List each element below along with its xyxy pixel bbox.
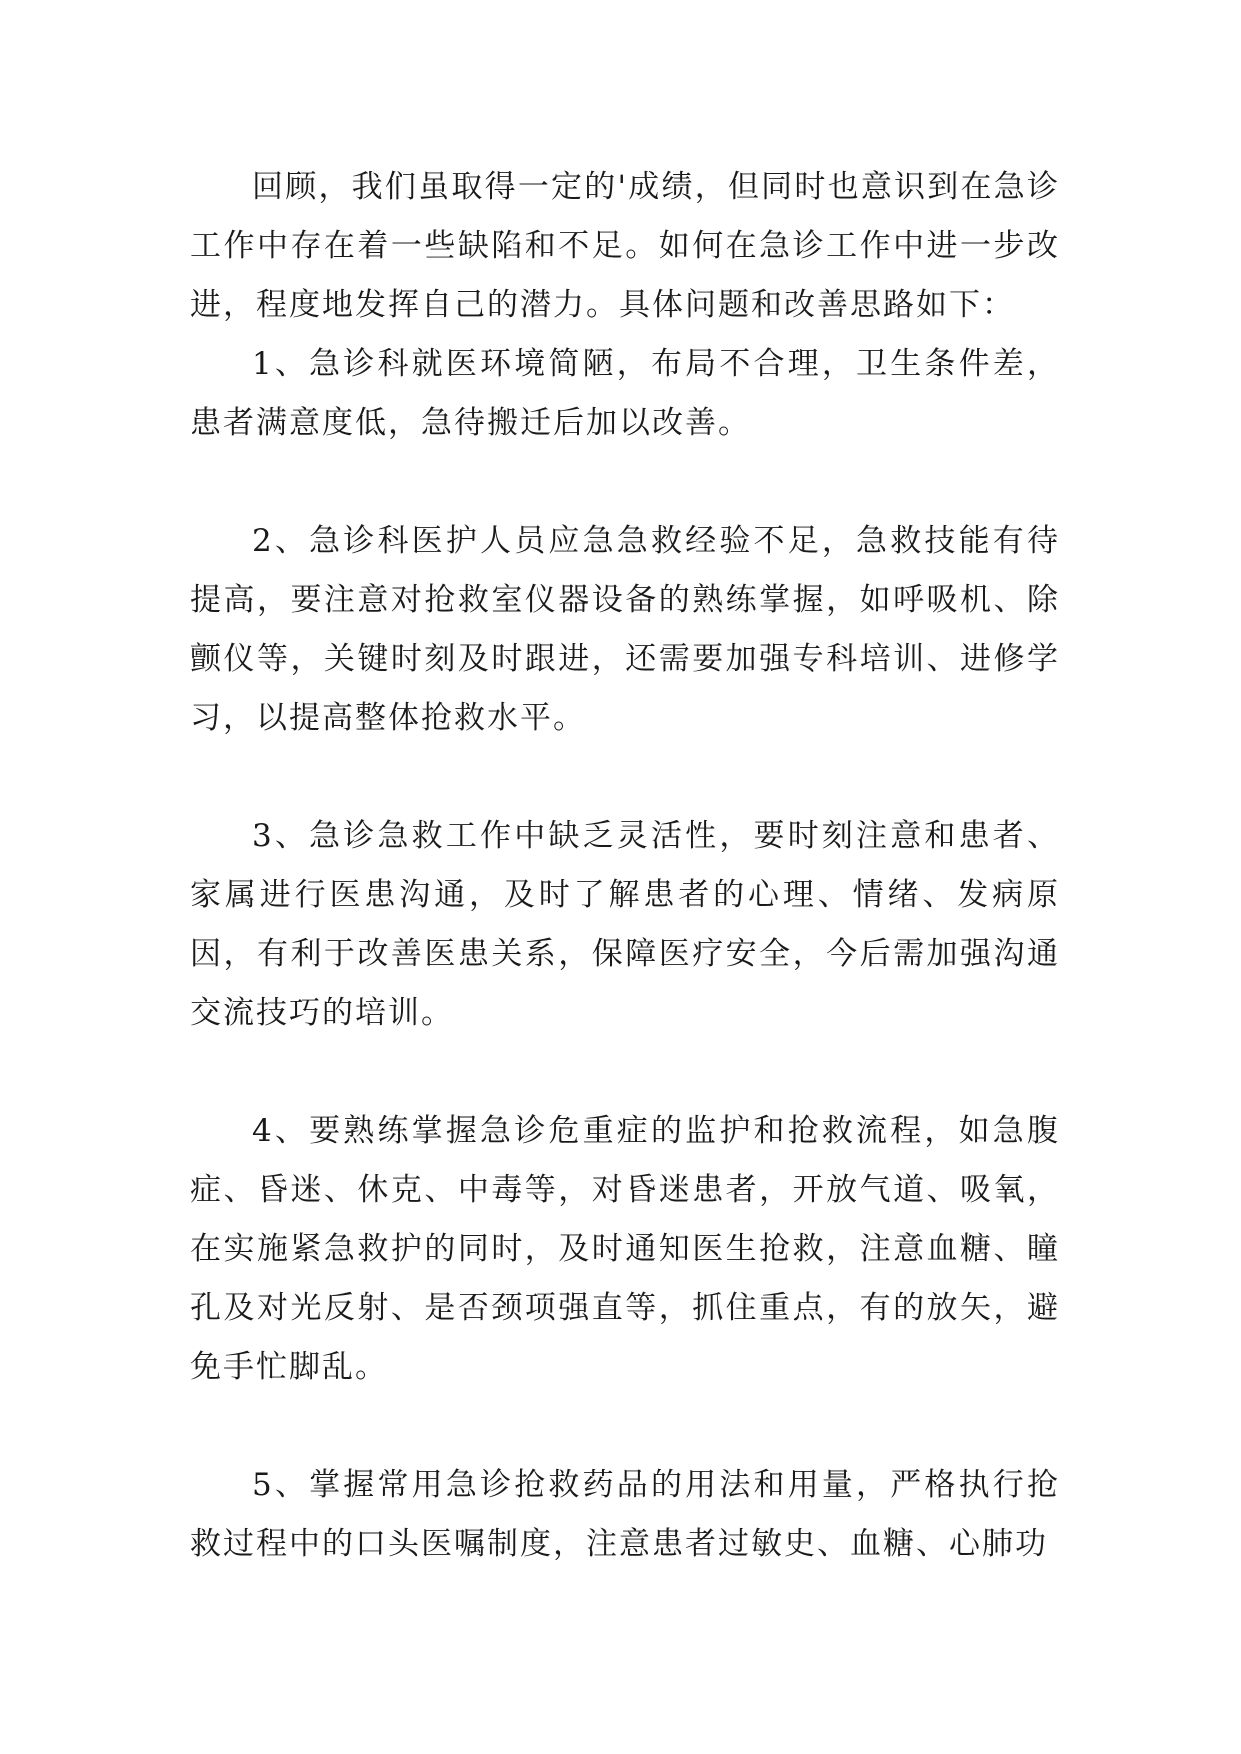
paragraph-item-4: 4、要熟练掌握急诊危重症的监护和抢救流程，如急腹症、昏迷、休克、中毒等，对昏迷患者，开放气道、吸氧，在实施紧急救护的同时，及时通知医生抢救，注意血糖、瞳孔及对光反射、是否颈项强直等，抓住重点，有的放矢，避免手忙脚乱。 [190,1113,1060,1385]
paragraph-item-5: 5、掌握常用急诊抢救药品的用法和用量，严格执行抢救过程中的口头医嘱制度，注意患者过敏史、血糖、心肺功 [190,1467,1060,1562]
paragraph-intro: 回顾，我们虽取得一定的'成绩，但同时也意识到在急诊工作中存在着一些缺陷和不足。如何在急诊工作中进一步改进，程度地发挥自己的潜力。具体问题和改善思路如下： [190,169,1060,323]
paragraph-item-1: 1、急诊科就医环境简陋，布局不合理，卫生条件差，患者满意度低，急待搬迁后加以改善。 [190,346,1060,441]
paragraph-item-2: 2、急诊科医护人员应急急救经验不足，急救技能有待提高，要注意对抢救室仪器设备的熟练掌握，如呼吸机、除颤仪等，关键时刻及时跟进，还需要加强专科培训、进修学习，以提高整体抢救水平。 [190,523,1060,736]
paragraph-item-3: 3、急诊急救工作中缺乏灵活性，要时刻注意和患者、家属进行医患沟通，及时了解患者的心理、情绪、发病原因，有利于改善医患关系，保障医疗安全，今后需加强沟通交流技巧的培训。 [190,818,1060,1031]
document-body [190,158,1060,1574]
